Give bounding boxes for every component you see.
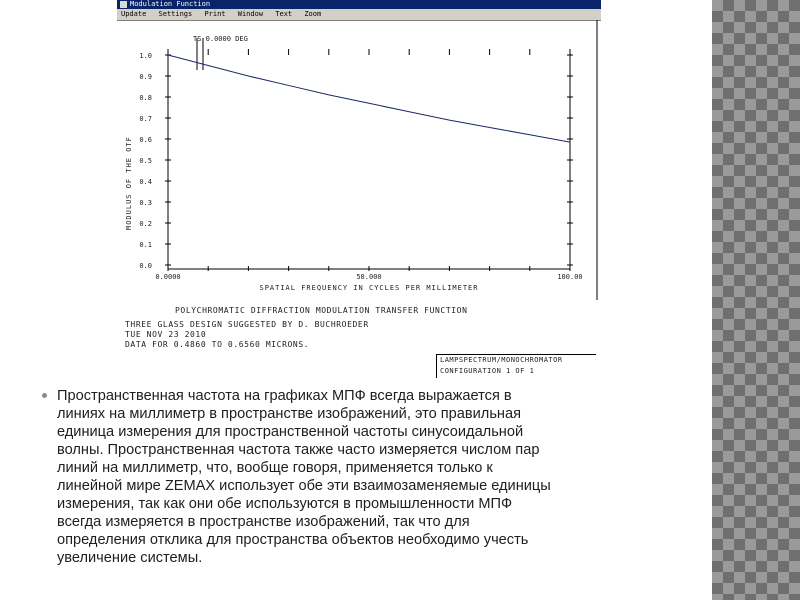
y-tick-label: 0.1 bbox=[139, 241, 152, 249]
y-tick-label: 0.3 bbox=[139, 199, 152, 207]
x-tick-label: 50.000 bbox=[356, 273, 382, 281]
mtf-window bbox=[117, 0, 601, 378]
x-tick-label: 0.0000 bbox=[155, 273, 181, 281]
menu-text[interactable]: Text bbox=[275, 10, 293, 18]
menu-update[interactable]: Update bbox=[121, 10, 147, 18]
menu-window[interactable]: Window bbox=[237, 10, 264, 18]
x-axis-label: SPATIAL FREQUENCY IN CYCLES PER MILLIMETER bbox=[259, 284, 479, 292]
y-tick-label: 0.6 bbox=[139, 136, 152, 144]
slide-bullet-text: Пространственная частота на графиках МПФ всегда выражается в линиях на миллиметр в пространстве изображений, это правильная единица измерения для пространственной частоты синусоидальной волны. Пространственная частота также часто измеряется числом пар линий на миллиметр, что, вообще говоря, применяется только к линейной мире ZEMAX использует обе эти взаимозаменяемые единицы измерения, так как они обе используются в промышленности МПФ всегда измеряется в пространстве изображений, так что для определения отклика для пространства объектов необходимо учесть увеличение системы. bbox=[57, 388, 551, 566]
info-line-1: THREE GLASS DESIGN SUGGESTED BY D. BUCHROEDER bbox=[125, 320, 369, 329]
y-tick-label: 0.0 bbox=[139, 262, 152, 270]
y-tick-label: 0.9 bbox=[139, 73, 152, 81]
decorative-checkered-strip bbox=[712, 0, 800, 600]
x-tick-label: 100.00 bbox=[557, 273, 583, 281]
y-tick-label: 0.4 bbox=[139, 178, 152, 186]
info-line-3: DATA FOR 0.4860 TO 0.6560 MICRONS. bbox=[125, 340, 310, 349]
y-tick-label: 0.5 bbox=[139, 157, 152, 165]
window-title: Modulation Function bbox=[130, 0, 211, 8]
configuration-box bbox=[436, 354, 596, 378]
info-line-2: TUE NOV 23 2010 bbox=[125, 330, 207, 339]
y-tick-label: 1.0 bbox=[139, 52, 152, 60]
menu-print[interactable]: Print bbox=[204, 10, 226, 18]
annotation-label: TS 0.0000 DEG bbox=[193, 35, 248, 43]
mtf-curve bbox=[168, 55, 570, 142]
y-tick-label: 0.2 bbox=[139, 220, 152, 228]
chart-caption: POLYCHROMATIC DIFFRACTION MODULATION TRANSFER FUNCTION bbox=[175, 306, 468, 315]
bullet-marker bbox=[42, 393, 47, 398]
y-axis-label: MODULUS OF THE OTF bbox=[125, 136, 133, 230]
y-tick-label: 0.8 bbox=[139, 94, 152, 102]
menu-settings[interactable]: Settings bbox=[158, 10, 193, 18]
menu-zoom[interactable]: Zoom bbox=[304, 10, 322, 18]
config-line-1: LAMPSPECTRUM/MONOCHROMATOR bbox=[440, 356, 563, 364]
slide-bullet bbox=[42, 387, 682, 567]
y-tick-label: 0.7 bbox=[139, 115, 152, 123]
config-line-2: CONFIGURATION 1 OF 1 bbox=[440, 367, 535, 375]
